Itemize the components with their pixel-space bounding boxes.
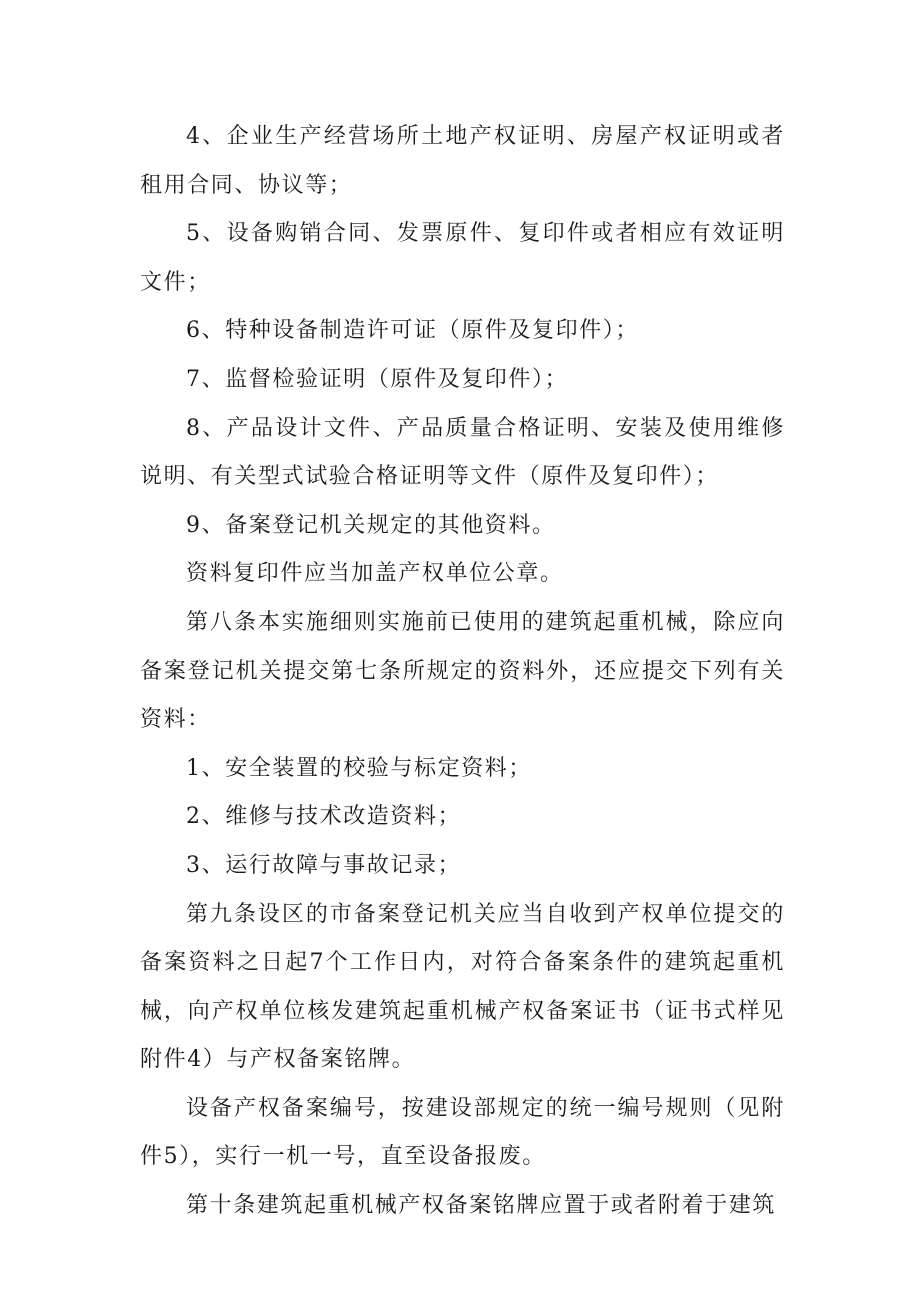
paragraph-article-10: 第十条建筑起重机械产权备案铭牌应置于或者附着于建筑 — [186, 1193, 777, 1219]
paragraph-subitem-3: 3、运行故障与事故记录； — [186, 852, 462, 878]
paragraph-item-9: 9、备案登记机关规定的其他资料。 — [186, 512, 556, 538]
paragraph-numbering-rule: 设备产权备案编号，按建设部规定的统一编号规则（见附件5），实行一机一号，直至设备报废。 — [140, 1095, 785, 1170]
paragraph-copy-seal: 资料复印件应当加盖产权单位公章。 — [186, 561, 564, 587]
paragraph-subitem-2: 2、维修与技术改造资料； — [186, 804, 462, 830]
paragraph-item-7: 7、监督检验证明（原件及复印件）； — [186, 366, 569, 392]
paragraph-article-8: 第八条本实施细则实施前已使用的建筑起重机械，除应向备案登记机关提交第七条所规定的资料外，还应提交下列有关资料： — [140, 609, 785, 733]
paragraph-item-5: 5、设备购销合同、发票原件、复印件或者相应有效证明文件； — [140, 221, 785, 295]
paragraph-item-8: 8、产品设计文件、产品质量合格证明、安装及使用维修说明、有关型式试验合格证明等文件（原件及复印件）； — [140, 415, 785, 490]
paragraph-subitem-1: 1、安全装置的校验与标定资料； — [186, 755, 532, 781]
paragraph-article-9: 第九条设区的市备案登记机关应当自收到产权单位提交的备案资料之日起7个工作日内，对符合备案条件的建筑起重机械，向产权单位核发建筑起重机械产权备案证书（证书式样见附件4）与产权备案铭牌。 — [140, 901, 785, 1073]
document-body — [140, 113, 785, 1231]
paragraph-item-4: 4、企业生产经营场所土地产权证明、房屋产权证明或者租用合同、协议等； — [140, 124, 785, 198]
paragraph-item-6: 6、特种设备制造许可证（原件及复印件）； — [186, 318, 639, 344]
